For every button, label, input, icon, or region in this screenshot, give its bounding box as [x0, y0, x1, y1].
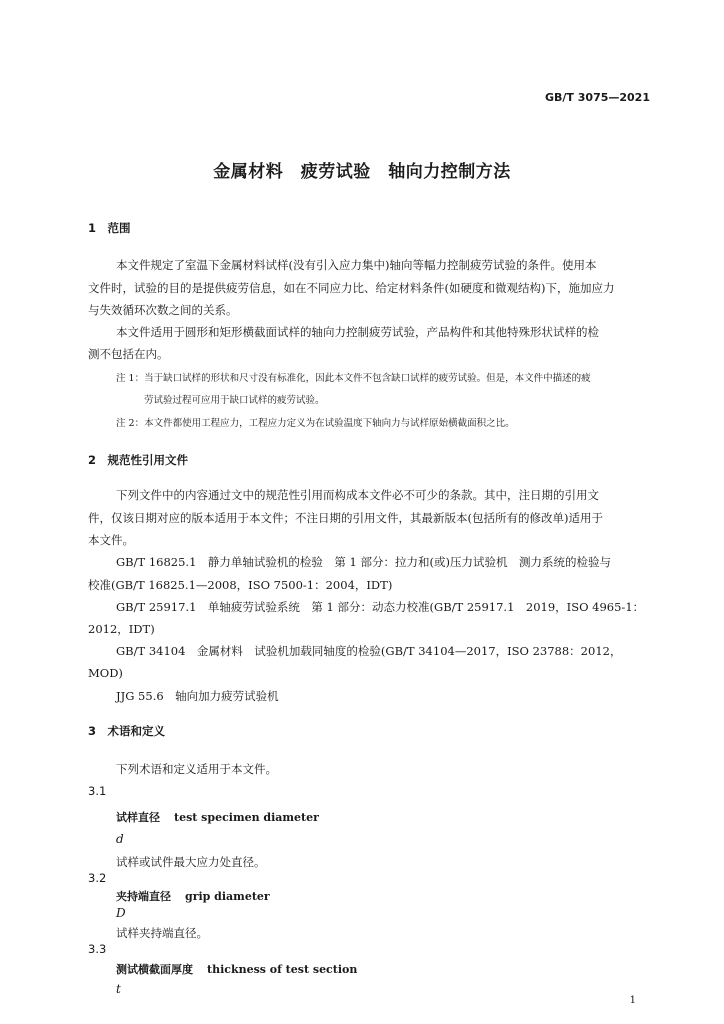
s2-ref-2-line-1: GB/T 25917.1 单轴疲劳试验系统 第 1 部分：动态力校准(GB/T 25917.1 2019，ISO 4965-1：: [116, 600, 645, 614]
term-symbol: D: [116, 906, 126, 920]
s2-p1-line-1: 下列文件中的内容通过文中的规范性引用而构成本文件必不可少的条款。其中，注日期的引用文: [116, 488, 599, 502]
term-number: 3.1: [88, 784, 107, 798]
s2-ref-2-line-2: 2012，IDT): [88, 622, 155, 636]
section-2-heading: 2 规范性引用文件: [88, 453, 189, 467]
term-number: 3.3: [88, 942, 107, 956]
s1-p2-line-2: 测不包括在内。: [88, 347, 169, 361]
term-number: 3.2: [88, 871, 107, 885]
s2-p1-line-2: 件，仅该日期对应的版本适用于本文件；不注日期的引用文件，其最新版本(包括所有的修改单)适用于: [88, 511, 603, 525]
s2-ref-3-line-2: MOD): [88, 666, 123, 680]
document-title: 金属材料 疲劳试验 轴向力控制方法: [213, 162, 511, 182]
term-symbol: t: [116, 982, 121, 996]
term-zh: 试样直径: [116, 811, 160, 824]
s1-note-2: 注 2：本文件都使用工程应力，工程应力定义为在试验温度下轴向力与试样原始横截面积之比。: [116, 418, 515, 429]
s2-ref-1-line-1: GB/T 16825.1 静力单轴试验机的检验 第 1 部分：拉力和(或)压力试验机 测力系统的检验与: [116, 555, 611, 569]
s2-p1-line-3: 本文件。: [88, 533, 134, 547]
term-en: test specimen diameter: [174, 811, 319, 824]
s1-p1-line-2: 文件时，试验的目的是提供疲劳信息，如在不同应力比、给定材料条件(如硬度和微观结构)下，施加应力: [88, 281, 615, 295]
term-heading: [116, 888, 270, 904]
section-3-heading: 3 术语和定义: [88, 724, 166, 738]
s2-ref-1-line-2: 校准(GB/T 16825.1—2008，ISO 7500-1：2004，IDT): [88, 578, 393, 592]
s1-p2-line-1: 本文件适用于圆形和矩形横截面试样的轴向力控制疲劳试验，产品构件和其他特殊形状试样的检: [116, 325, 599, 339]
standard-id-header: GB/T 3075—2021: [545, 91, 650, 104]
s1-note-1-line-2: 劳试验过程可应用于缺口试样的疲劳试验。: [144, 395, 325, 406]
s3-intro: 下列术语和定义适用于本文件。: [116, 762, 277, 776]
s2-ref-3-line-1: GB/T 34104 金属材料 试验机加载同轴度的检验(GB/T 34104—2017，ISO 23788：2012，: [116, 644, 622, 658]
s1-note-1-line-1: 注 1：当于缺口试样的形状和尺寸没有标准化，因此本文件不包含缺口试样的疲劳试验。但是，本文件中描述的疲: [116, 373, 591, 384]
s1-p1-line-3: 与失效循环次数之间的关系。: [88, 303, 238, 317]
term-zh: 测试横截面厚度: [116, 963, 193, 976]
term-en: grip diameter: [185, 890, 270, 903]
term-en: thickness of test section: [207, 963, 358, 976]
term-heading: [116, 809, 319, 825]
page-number: 1: [629, 995, 636, 1006]
section-1-heading: 1 范围: [88, 221, 131, 235]
term-definition: 试样夹持端直径。: [116, 926, 208, 940]
term-definition: 试样或试件最大应力处直径。: [116, 855, 266, 869]
term-heading: [116, 961, 357, 977]
term-symbol: d: [116, 832, 124, 846]
s2-ref-4: JJG 55.6 轴向加力疲劳试验机: [116, 689, 279, 703]
s1-p1-line-1: 本文件规定了室温下金属材料试样(没有引入应力集中)轴向等幅力控制疲劳试验的条件。使用本: [116, 258, 597, 272]
term-zh: 夹持端直径: [116, 890, 171, 903]
